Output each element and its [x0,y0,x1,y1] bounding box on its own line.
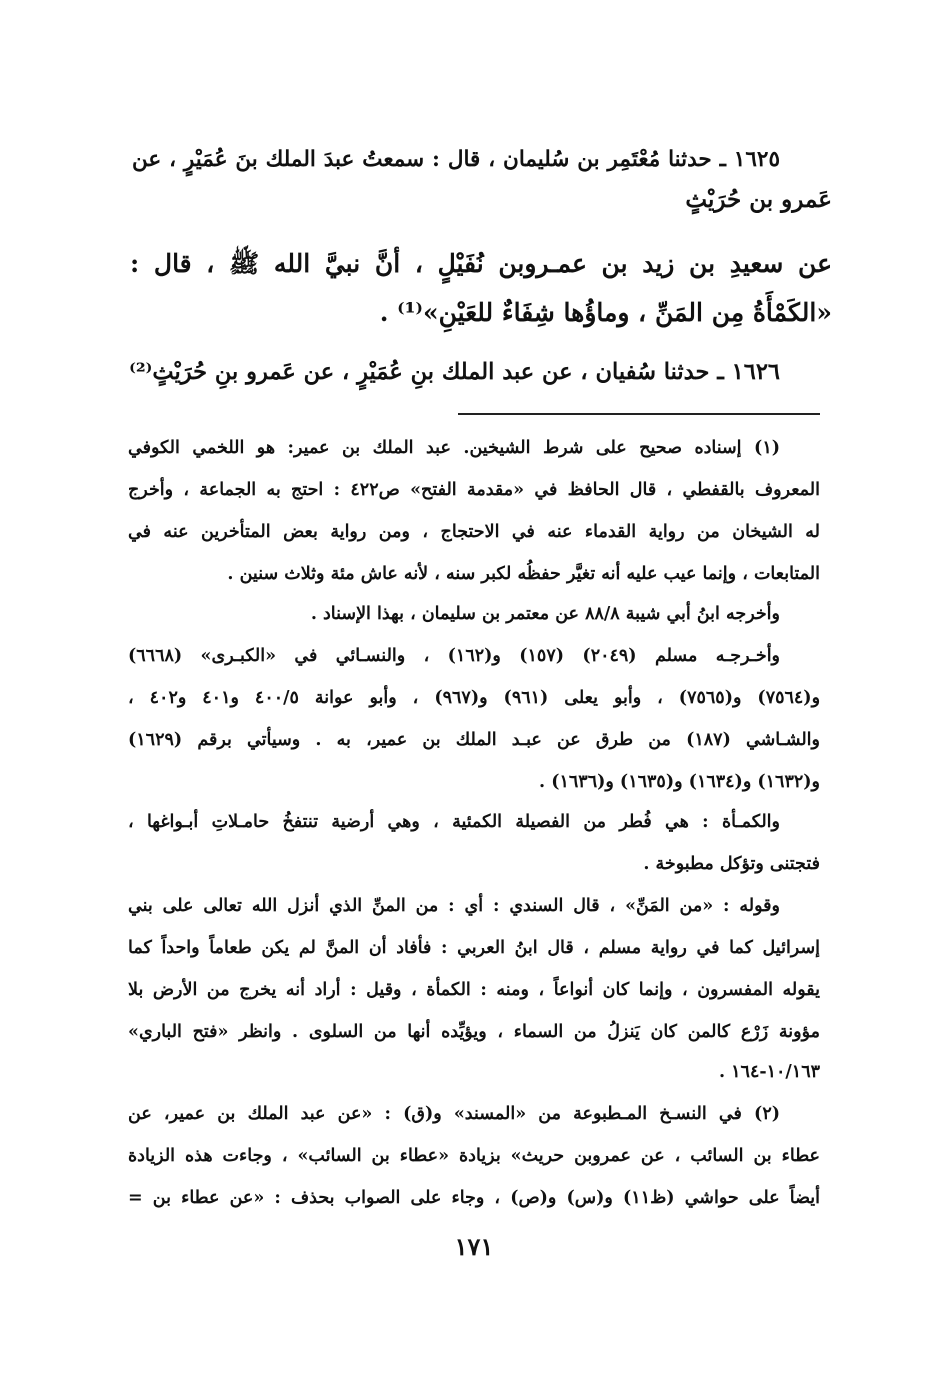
footnote-line-17: (٢) في النسـخ المـطبوعة من «المسند» و(ق) : «عن عبد الملك بن عمير، عن [128,1104,780,1124]
main-text-line-5: ١٦٢٦ ـ حدثنا سُفيان ، عن عبد الملك بنِ عُمَيْرٍ ، عن عَمرو بنِ حُرَيْثٍ⁽²⁾ [129,359,780,385]
page-number: ١٧١ [454,1232,494,1261]
footnote-line-18: عطاء بن السائب ، عن عمروبن حريث» بزيادة «عطاء بن السائب» ، وجاءت هذه الزيادة [128,1146,820,1166]
footnote-line-1: (١) إسناده صحيح على شرط الشيخين. عبد الملك بن عمير: هو اللخمي الكوفي [128,438,780,458]
footnote-line-6: وأخـرجـه مسلم (٢٠٤٩) (١٥٧) و(١٦٢) ، والنسـائي في «الكبـرى» (٦٦٦٨) [128,646,781,666]
footnote-line-19: أيضاً على حواشي (ظ١١) و(س) و(ص) ، وجاء على الصواب بحذف : «عن عطاء بن = [128,1188,820,1208]
footnote-line-5: وأخرجه ابنُ أبي شيبة ٨٨/٨ عن معتمر بن سليمان ، بهذا الإسناد . [310,604,780,624]
main-text-line-3: عن سعيدِ بن زيد بن عمـروبن نُفَيْلٍ ، أنَّ نبيَّ الله ﷺ ، قال : [130,249,832,278]
footnote-line-9: و(١٦٣٢) و(١٦٣٤) و(١٦٣٥) و(١٦٣٦) . [539,772,820,792]
main-text-line-2: عَمرو بن حُرَيْثٍ [685,186,832,213]
footnote-line-3: له الشيخان من رواية القدماء عنه في الاحتجاج ، ومن رواية بعض المتأخرين عنه في [128,522,820,542]
main-text-line-4: «الكَمْأَةُ مِن المَنِّ ، وماؤُها شِفَاءٌ للعَيْنِ»⁽¹⁾ . [379,298,832,327]
footnote-line-8: والشـاشي (١٨٧) من طرق عن عبـد الملك بن عمير، به . وسيأتي برقم (١٦٢٩) [128,730,820,750]
footnote-line-13: إسرائيل كما في رواية مسلم ، قال ابنُ العربي : فأفاد أن المنَّ لم يكن طعاماً واحداً كما [128,938,820,958]
footnote-line-15: مؤونة زَرْع كالمن كان يَنزلُ من السماء ، ويؤيِّده أنها من السلوى . وانظر «فتح الباري» [128,1022,820,1042]
footnote-line-10: والكمـأة : هي فُطر من الفصيلة الكمئية ، وهي أرضية تنتفخُ حامـلاتِ أبـواغها ، [128,812,780,832]
footnote-line-12: وقوله : «من المَنِّ» ، قال السندي : أي : من المنِّ الذي أنزل الله تعالى على بني [128,896,780,916]
footnote-divider [458,413,820,415]
footnote-line-7: و(٧٥٦٤) و(٧٥٦٥) ، وأبو يعلى (٩٦١) و(٩٦٧) ، وأبو عوانة ٤٠٠/٥ و٤٠١ و٤٠٢ ، [128,688,821,708]
footnote-line-11: فتجتنى وتؤكل مطبوخة . [643,854,820,874]
footnote-line-16: ١٠/١٦٣-١٦٤ . [718,1062,820,1082]
main-text-line-1: ١٦٢٥ ـ حدثنا مُعْتَمِر بن سُليمان ، قال : سمعتُ عبدَ الملك بنَ عُمَيْرٍ ، عن [132,147,780,172]
footnote-line-14: يقوله المفسرون ، وإنما كان أنواعاً ، ومنه : الكمأة ، وقيل : أراد أنه يخرج من الأرض بلا [128,980,820,1000]
footnote-line-2: المعروف بالقفطي ، قال الحافظ في «مقدمة الفتح» ص٤٢٢ : احتج به الجماعة ، وأخرج [128,480,820,500]
footnote-line-4: المتابعات ، وإنما عيب عليه أنه تغيَّر حفظُه لكبر سنه ، لأنه عاش مئة وثلاث سنين . [227,564,820,584]
